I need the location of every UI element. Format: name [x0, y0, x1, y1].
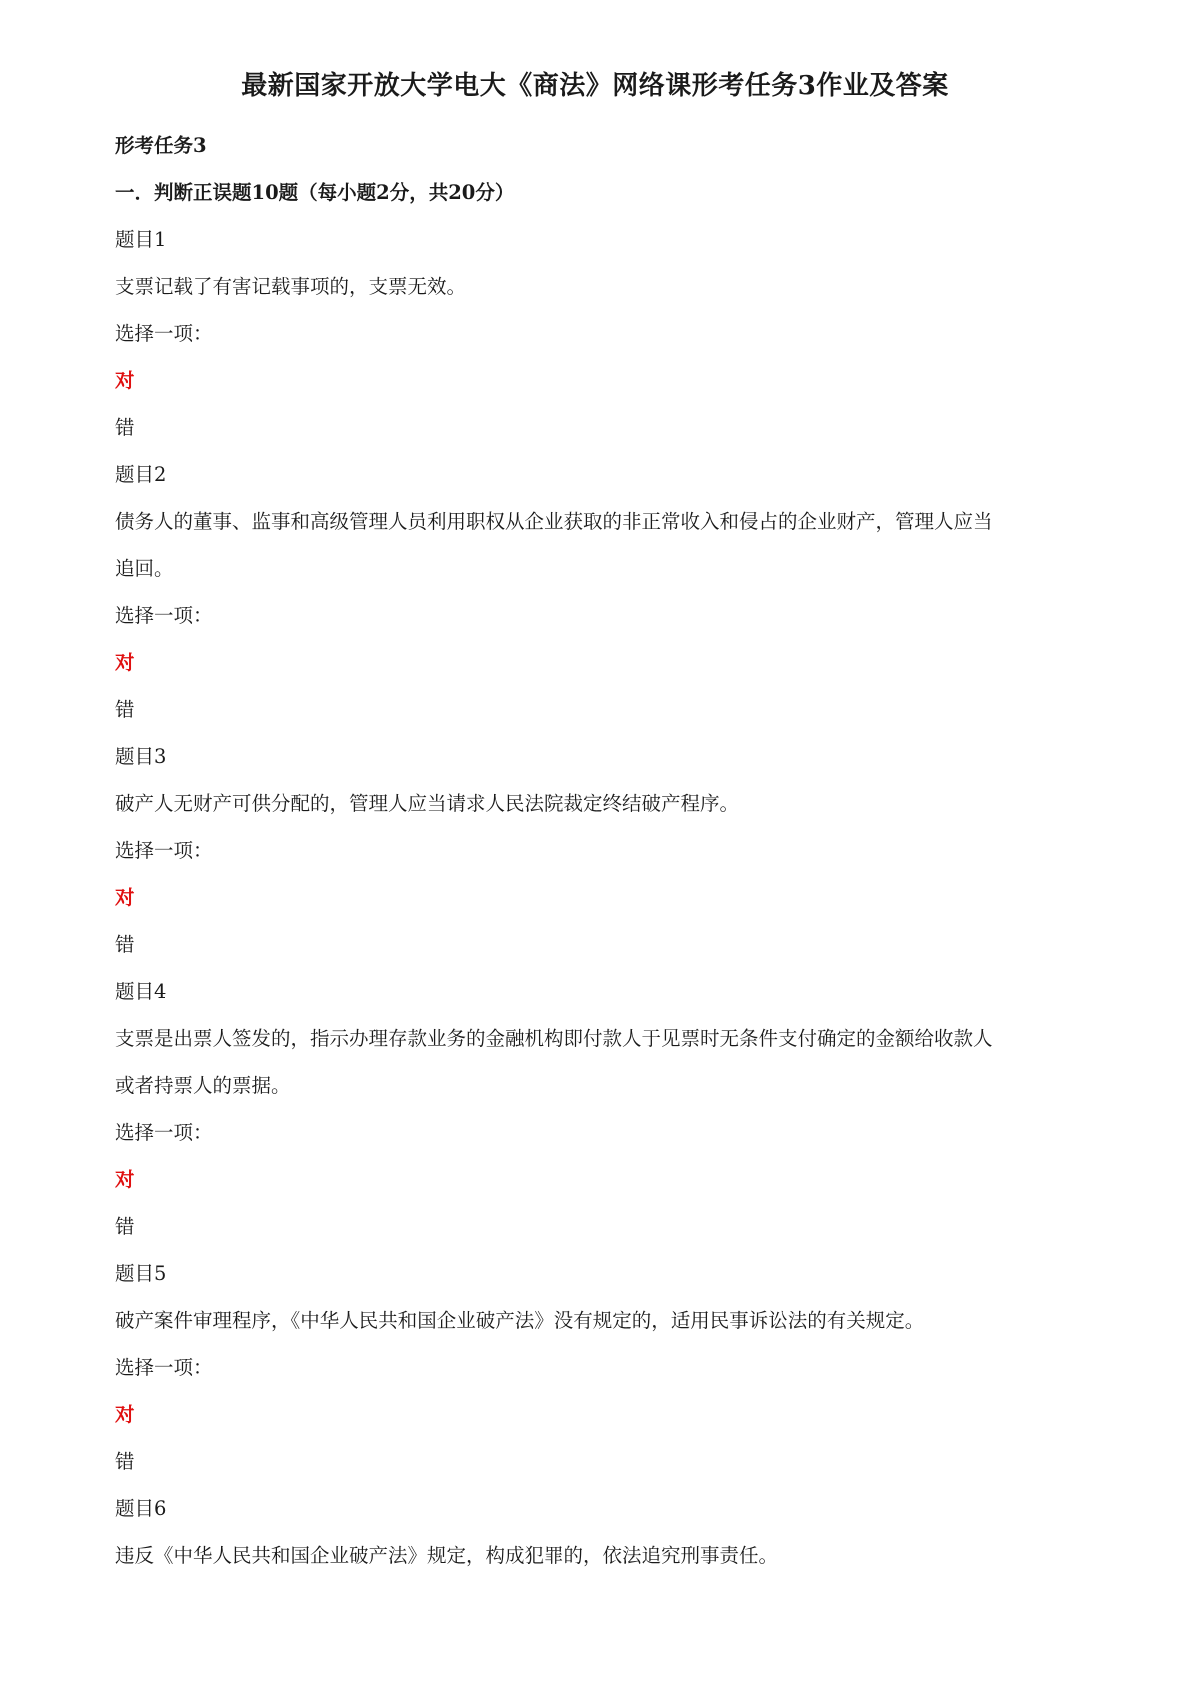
option-true-correct[interactable]: 对 — [115, 651, 135, 674]
question-label: 题目3 — [115, 745, 167, 768]
question-text: 破产人无财产可供分配的，管理人应当请求人民法院裁定终结破产程序。 — [115, 792, 740, 815]
choice-prompt: 选择一项： — [115, 1356, 213, 1379]
choice-prompt: 选择一项： — [115, 1121, 213, 1144]
question-block-6 — [115, 1485, 1075, 1579]
question-block-2 — [115, 451, 1075, 733]
option-false[interactable]: 错 — [115, 933, 135, 956]
question-text-continued: 或者持票人的票据。 — [115, 1074, 291, 1097]
question-text: 破产案件审理程序，《中华人民共和国企业破产法》没有规定的，适用民事诉讼法的有关规定。 — [115, 1309, 925, 1332]
option-true-correct[interactable]: 对 — [115, 1403, 135, 1426]
choice-prompt: 选择一项： — [115, 322, 213, 345]
section-heading: 一．判断正误题10题（每小题2分，共20分） — [115, 181, 515, 204]
document-body — [115, 122, 1075, 1579]
question-block-1 — [115, 216, 1075, 451]
option-false[interactable]: 错 — [115, 698, 135, 721]
question-label: 题目2 — [115, 463, 167, 486]
question-label: 题目4 — [115, 980, 167, 1003]
question-block-5 — [115, 1250, 1075, 1485]
question-block-3 — [115, 733, 1075, 968]
option-false[interactable]: 错 — [115, 1215, 135, 1238]
choice-prompt: 选择一项： — [115, 839, 213, 862]
question-text: 违反《中华人民共和国企业破产法》规定，构成犯罪的，依法追究刑事责任。 — [115, 1544, 779, 1567]
question-text-continued: 追回。 — [115, 557, 174, 580]
option-true-correct[interactable]: 对 — [115, 369, 135, 392]
option-false[interactable]: 错 — [115, 416, 135, 439]
option-true-correct[interactable]: 对 — [115, 1168, 135, 1191]
question-text: 支票记载了有害记载事项的，支票无效。 — [115, 275, 467, 298]
question-block-4 — [115, 968, 1075, 1250]
question-label: 题目6 — [115, 1497, 167, 1520]
choice-prompt: 选择一项： — [115, 604, 213, 627]
question-label: 题目5 — [115, 1262, 167, 1285]
option-false[interactable]: 错 — [115, 1450, 135, 1473]
document-title: 最新国家开放大学电大《商法》网络课形考任务3作业及答案 — [241, 71, 949, 101]
task-heading: 形考任务3 — [115, 134, 207, 157]
question-label: 题目1 — [115, 228, 167, 251]
question-text: 债务人的董事、监事和高级管理人员利用职权从企业获取的非正常收入和侵占的企业财产，管理人应当 — [115, 510, 993, 533]
question-text: 支票是出票人签发的，指示办理存款业务的金融机构即付款人于见票时无条件支付确定的金额给收款人 — [115, 1027, 993, 1050]
option-true-correct[interactable]: 对 — [115, 886, 135, 909]
